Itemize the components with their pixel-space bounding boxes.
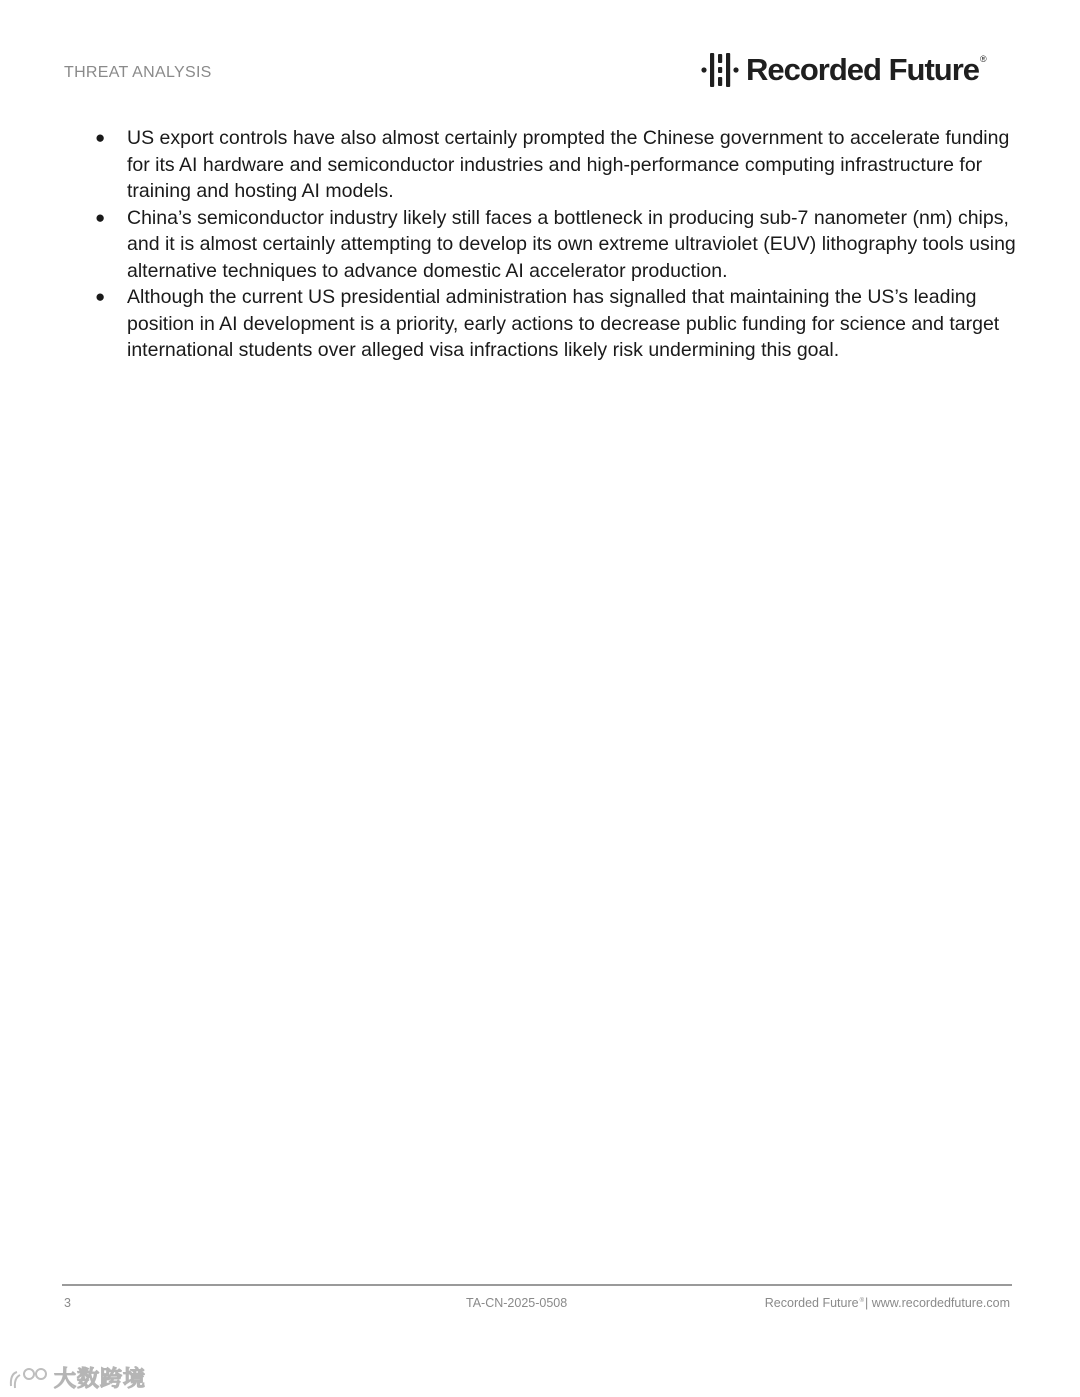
document-id: TA-CN-2025-0508: [466, 1296, 568, 1310]
watermark: [8, 1362, 146, 1393]
key-findings-list: [95, 125, 1020, 364]
bullet-icon: ●: [95, 287, 106, 306]
footer-registered-mark: ®: [859, 1298, 865, 1304]
footer-brand-name: Recorded Future: [764, 1296, 859, 1310]
watermark-logo-icon: [8, 1364, 52, 1392]
bullet-text: China’s semiconductor industry likely still faces a bottleneck in producing sub-7 nanometer (nm) chips, and it is almost certainly attempting to develop its own extreme ultraviolet (EUV) lithography tools using alternative techniques to advance domestic AI accelerator production.: [127, 206, 1016, 282]
bullet-text: Although the current US presidential administration has signalled that maintaining the US’s leading position in AI development is a priority, early actions to decrease public funding for science and target international students over alleged visa infractions likely risk undermining this goal.: [127, 286, 1000, 361]
logo-registered-mark: ®: [980, 54, 987, 64]
list-item: [95, 205, 1020, 285]
section-label: THREAT ANALYSIS: [64, 64, 212, 81]
bullet-text: US export controls have also almost certainly prompted the Chinese government to accelerate funding for its AI hardware and semiconductor industries and high-performance computing infrastructure for training and hosting AI models.: [127, 127, 1010, 202]
footer-brand: [765, 1296, 1010, 1310]
page-number: 3: [64, 1296, 71, 1310]
recorded-future-logo: [700, 50, 987, 90]
footer-divider: [62, 1284, 1012, 1286]
recorded-future-logo-icon: [700, 50, 742, 90]
watermark-text: 大数跨境: [54, 1367, 147, 1392]
list-item: [95, 125, 1020, 205]
logo-wordmark: Recorded Future: [746, 52, 980, 87]
bullet-icon: ●: [95, 207, 106, 227]
list-item: [95, 284, 1020, 364]
bullet-icon: ●: [95, 128, 106, 147]
footer-website-link[interactable]: | www.recordedfuture.com: [865, 1296, 1010, 1310]
